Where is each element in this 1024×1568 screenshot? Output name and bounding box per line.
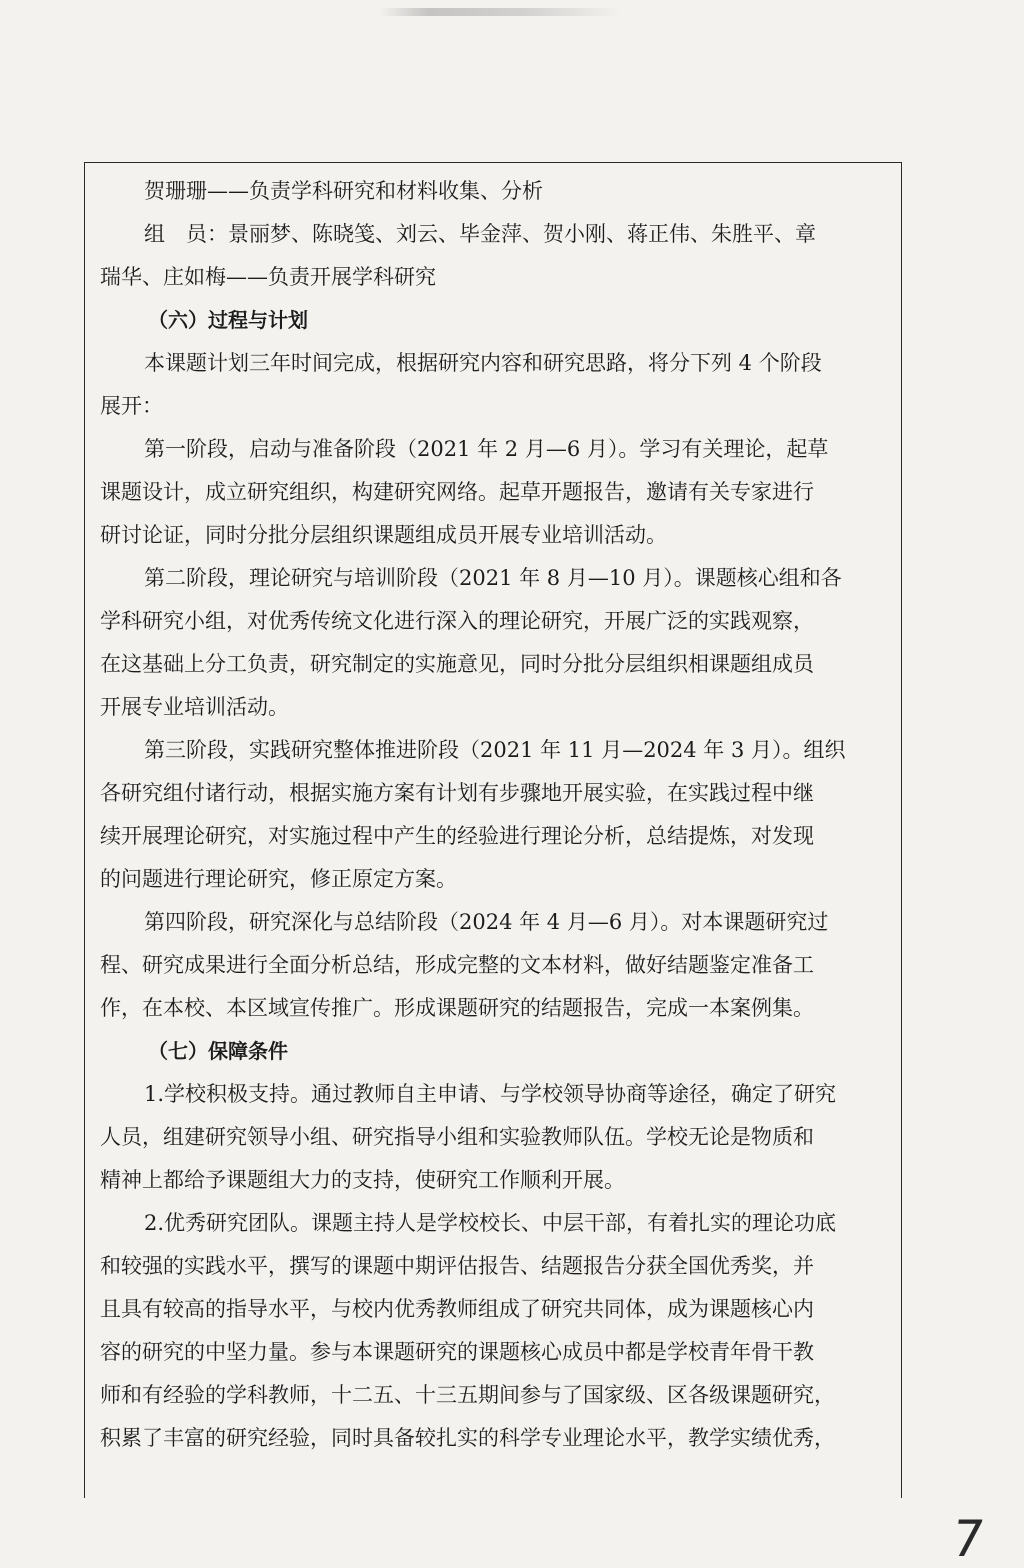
text-line: 且具有较高的指导水平，与校内优秀教师组成了研究共同体，成为课题核心内 [100,1297,814,1321]
text-line: 第二阶段，理论研究与培训阶段（2021 年 8 月—10 月）。课题核心组和各 [144,566,842,590]
text-line: 展开： [100,394,163,418]
text-line: 人员，组建研究领导小组、研究指导小组和实验教师队伍。学校无论是物质和 [100,1125,814,1149]
text-line: 师和有经验的学科教师，十二五、十三五期间参与了国家级、区各级课题研究， [100,1383,835,1407]
text-line: 和较强的实践水平，撰写的课题中期评估报告、结题报告分获全国优秀奖，并 [100,1254,814,1278]
text-line: 作，在本校、本区域宣传推广。形成课题研究的结题报告，完成一本案例集。 [100,996,814,1020]
text-line: 研讨论证，同时分批分层组织课题组成员开展专业培训活动。 [100,523,667,547]
text-line: 本课题计划三年时间完成，根据研究内容和研究思路，将分下列 4 个阶段 [144,351,822,375]
text-line: 2.优秀研究团队。课题主持人是学校校长、中层干部，有着扎实的理论功底 [144,1211,837,1235]
text-line: 贺珊珊——负责学科研究和材料收集、分析 [144,179,543,203]
text-line: 续开展理论研究，对实施过程中产生的经验进行理论分析，总结提炼，对发现 [100,824,814,848]
text-line: 第四阶段，研究深化与总结阶段（2024 年 4 月—6 月）。对本课题研究过 [144,910,829,934]
text-line: 开展专业培训活动。 [100,695,289,719]
text-line: 课题设计，成立研究组织，构建研究网络。起草开题报告，邀请有关专家进行 [100,480,814,504]
text-line: 第三阶段，实践研究整体推进阶段（2021 年 11 月—2024 年 3 月）。组织 [144,738,846,762]
text-line: 的问题进行理论研究，修正原定方案。 [100,867,457,891]
text-line: 在这基础上分工负责，研究制定的实施意见，同时分批分层组织相课题组成员 [100,652,814,676]
text-line: 1.学校积极支持。通过教师自主申请、与学校领导协商等途径，确定了研究 [144,1082,837,1106]
text-line: 第一阶段，启动与准备阶段（2021 年 2 月—6 月）。学习有关理论，起草 [144,437,829,461]
scan-artifact [380,8,620,16]
text-line: 积累了丰富的研究经验，同时具备较扎实的科学专业理论水平，教学实绩优秀， [100,1426,835,1450]
text-line: 组 员：景丽梦、陈晓笺、刘云、毕金萍、贺小刚、蒋正伟、朱胜平、章 [144,222,816,246]
text-line: 各研究组付诸行动，根据实施方案有计划有步骤地开展实验，在实践过程中继 [100,781,814,805]
text-line: 精神上都给予课题组大力的支持，使研究工作顺利开展。 [100,1168,625,1192]
page-number: 7 [947,1510,988,1568]
section-heading: （七）保障条件 [148,1039,288,1063]
text-line: 程、研究成果进行全面分析总结，形成完整的文本材料，做好结题鉴定准备工 [100,953,814,977]
text-line: 学科研究小组，对优秀传统文化进行深入的理论研究，开展广泛的实践观察， [100,609,814,633]
document-body [100,170,900,1460]
text-line: 容的研究的中坚力量。参与本课题研究的课题核心成员中都是学校青年骨干教 [100,1340,814,1364]
text-line: 瑞华、庄如梅——负责开展学科研究 [100,265,436,289]
section-heading: （六）过程与计划 [148,308,308,332]
